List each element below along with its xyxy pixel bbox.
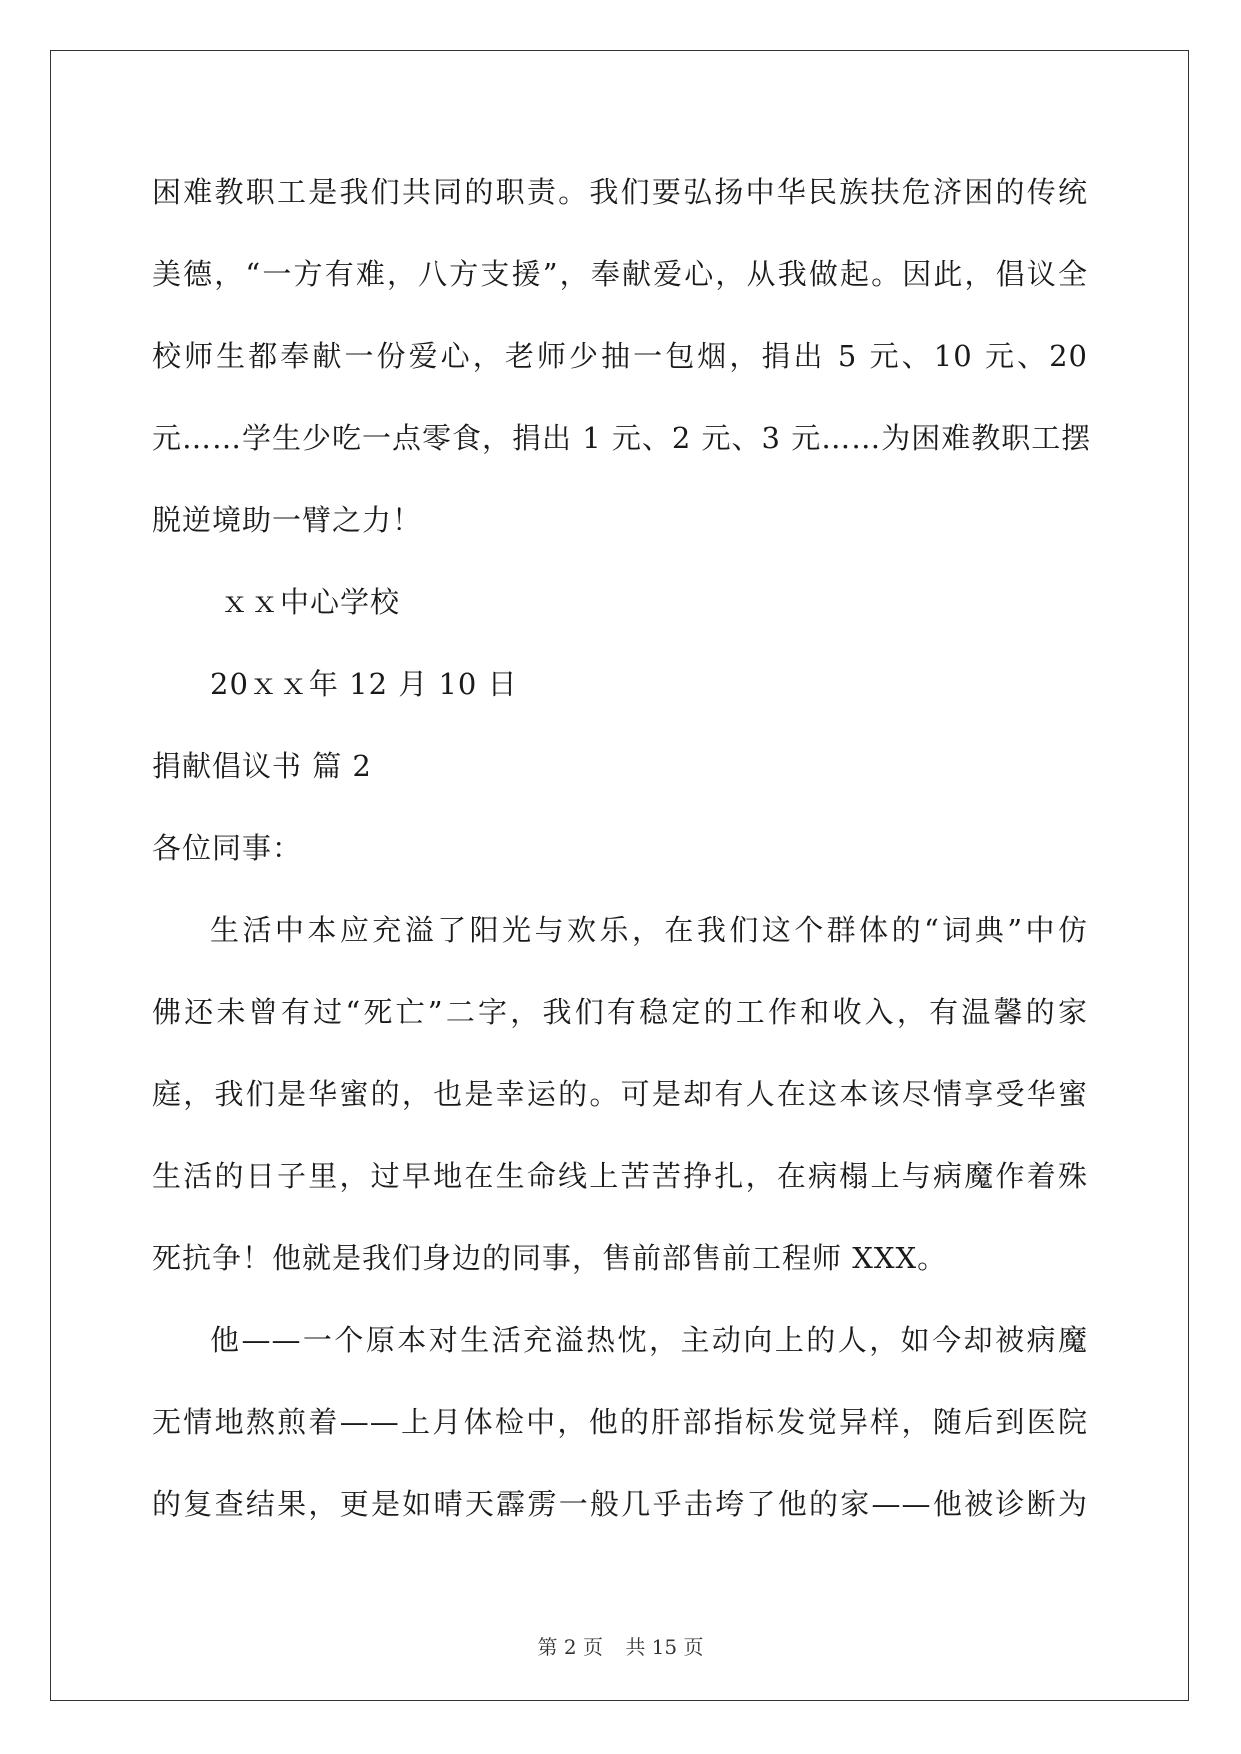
page-footer [0,1631,1241,1660]
body-line: 死抗争！他就是我们身边的同事，售前部售前工程师 XXX。 [152,1241,948,1275]
page-total: 共 15 页 [625,1635,704,1659]
salutation: 各位同事： [152,831,303,865]
signature-date: 20ｘｘ年 12 月 10 日 [210,667,518,701]
body-line: 生活中本应充溢了阳光与欢乐，在我们这个群体的“词典”中仿 [210,913,1088,947]
body-line: 佛还未曾有过“死亡”二字，我们有稳定的工作和收入，有温馨的家 [152,995,1088,1029]
body-line: 生活的日子里，过早地在生命线上苦苦挣扎，在病榻上与病魔作着殊 [152,1159,1088,1193]
body-line: 的复查结果，更是如晴天霹雳一般几乎击垮了他的家——他被诊断为 [152,1487,1088,1521]
body-line: 无情地熬煎着——上月体检中，他的肝部指标发觉异样，随后到医院 [152,1405,1088,1439]
body-line: 元……学生少吃一点零食，捐出 1 元、2 元、3 元……为困难教职工摆 [152,421,1092,455]
body-line: 困难教职工是我们共同的职责。我们要弘扬中华民族扶危济困的传统 [152,175,1088,209]
section-heading: 捐献倡议书 篇 2 [152,749,372,783]
body-line: 他——一个原本对生活充溢热忱，主动向上的人，如今却被病魔 [210,1323,1088,1357]
body-line: 校师生都奉献一份爱心，老师少抽一包烟，捐出 5 元、10 元、20 [152,339,1088,373]
body-line: 庭，我们是华蜜的，也是幸运的。可是却有人在这本该尽情享受华蜜 [152,1077,1088,1111]
signature-school: ｘｘ中心学校 [220,585,401,619]
document-body [152,164,1092,1558]
page-number: 第 2 页 [537,1635,603,1659]
body-line: 脱逆境助一臂之力！ [152,503,423,537]
body-line: 美德，“一方有难，八方支援”，奉献爱心，从我做起。因此，倡议全 [152,257,1088,291]
